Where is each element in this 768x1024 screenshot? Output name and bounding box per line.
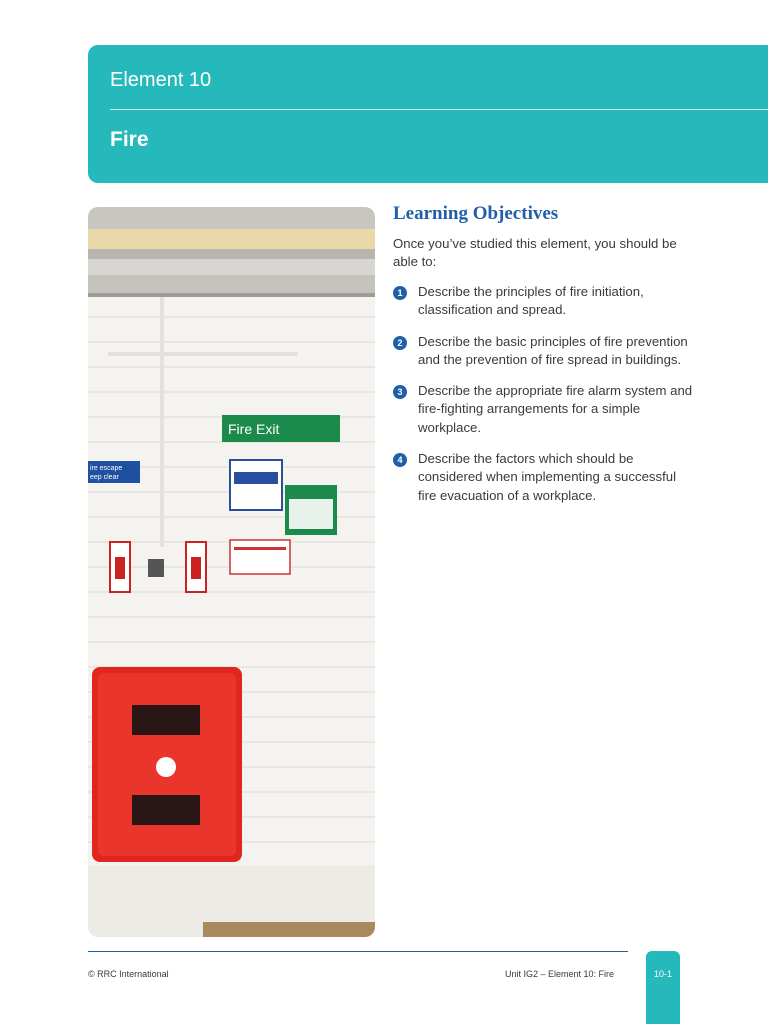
page-number: 10-1 [653, 969, 672, 979]
objectives-list [393, 283, 693, 505]
objective-text: Describe the factors which should be considered when implementing a successful fire evacuation of a workplace. [418, 451, 677, 503]
header-divider [110, 109, 768, 110]
element-header [88, 45, 768, 183]
objective-number-badge: 1 [393, 286, 407, 300]
footer-divider [88, 951, 628, 952]
fire-escape-sign-line1: ire escape [90, 465, 123, 472]
objective-item [393, 283, 693, 320]
objective-number-badge: 2 [393, 336, 407, 350]
learning-objectives [393, 203, 693, 518]
objective-number-badge: 3 [393, 385, 407, 399]
running-footer-title: Unit IG2 – Element 10: Fire [505, 969, 615, 979]
objective-item [393, 450, 693, 505]
objective-text: Describe the appropriate fire alarm system and fire-fighting arrangements for a simple workplace. [418, 383, 693, 435]
element-label: Element 10 [110, 69, 212, 91]
learning-objectives-intro: Once you’ve studied this element, you should be able to: [393, 236, 677, 269]
objective-text: Describe the basic principles of fire prevention and the prevention of fire spread in buildings. [418, 333, 688, 367]
fire-exit-sign-text: Fire Exit [228, 421, 280, 437]
objective-item [393, 333, 693, 370]
element-title: Fire [110, 128, 149, 151]
learning-objectives-heading: Learning Objectives [393, 203, 559, 224]
page-number-tab [646, 951, 680, 1024]
fire-escape-sign-line2: eep clear [90, 474, 119, 481]
objective-text: Describe the principles of fire initiation, classification and spread. [418, 284, 644, 318]
fire-equipment-photo [88, 207, 375, 937]
objective-item [393, 382, 693, 437]
copyright-text: © RRC International [88, 969, 169, 979]
objective-number-badge: 4 [393, 453, 407, 467]
